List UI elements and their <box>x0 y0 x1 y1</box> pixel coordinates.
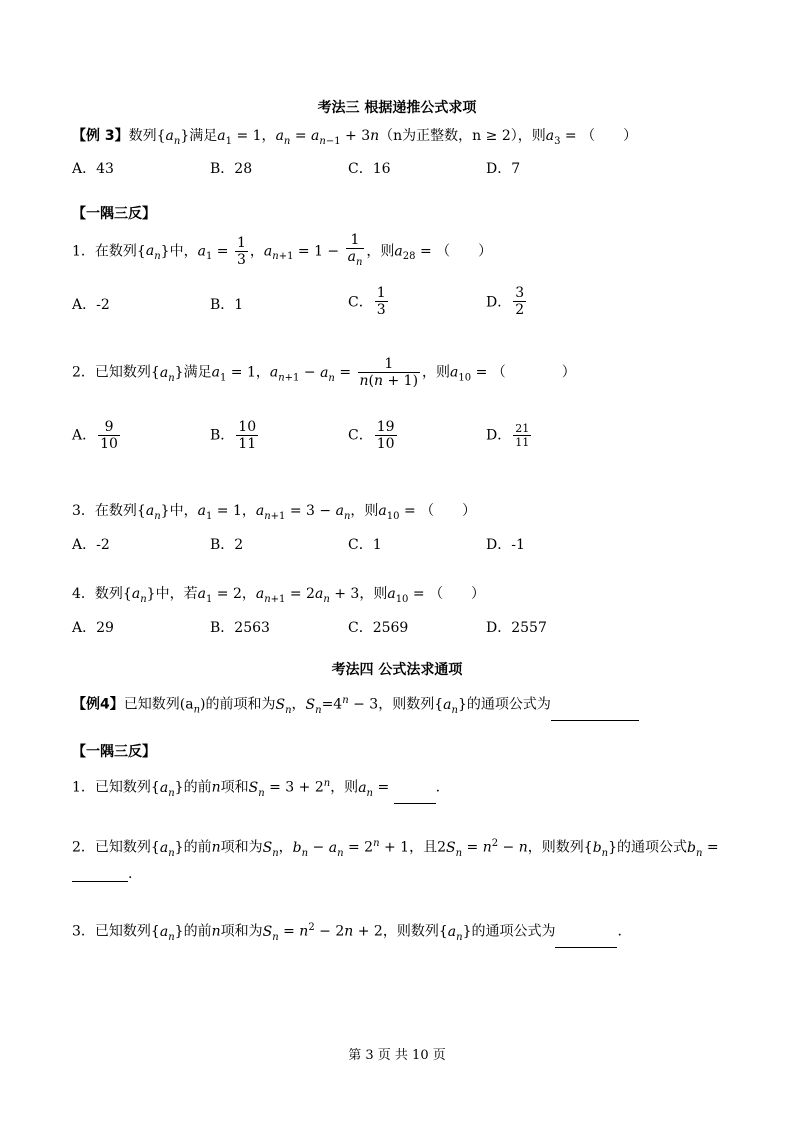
example-text: )的前项和为 <box>200 696 276 713</box>
answer-paren: （ ） <box>491 364 576 381</box>
answer-paren: （ ） <box>429 586 486 602</box>
example-text: 的通项公式为 <box>466 696 551 713</box>
option-d: D．-1 <box>486 537 525 553</box>
yiju-label: 【一隅三反】 <box>72 744 156 760</box>
question-text: 的前 <box>183 779 212 796</box>
question-text: ，则数列 <box>527 839 584 856</box>
question-text: 的通项公式 <box>617 839 688 856</box>
answer-blank[interactable] <box>551 706 639 721</box>
option-a: A．-2 <box>72 297 110 313</box>
question-text: ，则数列 <box>382 923 439 940</box>
question-text: 在数列 <box>94 503 137 519</box>
yiju-label: 【一隅三反】 <box>72 206 156 222</box>
option-d: D． $\frac{3}{2}$ <box>486 285 525 318</box>
option-b: B．1 <box>210 297 244 313</box>
page-footer: 第 3 页 共 10 页 <box>348 1048 446 1063</box>
example-label: 【例4】 <box>72 696 124 713</box>
option-d: D．2557 <box>486 620 547 636</box>
answer-blank[interactable] <box>555 933 617 948</box>
question-text: ，则 <box>330 779 359 796</box>
question-1: 1．在数列$\{a_n\}$中，$a_1$ = $\frac{1}{3}$ ，$a_{n+1} = 1$ − $\frac{1}{a_n}$ ，则$a_{28}$ = （ ） <box>72 232 492 271</box>
question-text: 数列 <box>94 586 123 602</box>
question-text: 中， <box>169 503 198 519</box>
question-text: 已知数列 <box>94 364 151 381</box>
answer-line-r2 <box>72 866 132 882</box>
option-d: D． $\frac{21}{11}$ <box>486 422 530 449</box>
question-text: 在数列 <box>94 243 137 260</box>
option-c: C．1 <box>348 537 382 553</box>
question-text: 中， <box>169 243 198 260</box>
example-text: 数列 <box>128 128 157 144</box>
example-3: 【例 3】数列$\{a_n\}$满足$a_1 = 1$，$a_n = a_{n-1} + 3n(n$为正整数，n ≥ 2），则$a_3$ = （ ） <box>72 128 638 147</box>
question-number: 2． <box>72 839 95 856</box>
question-text: 已知数列 <box>94 779 151 796</box>
option-d: D．7 <box>486 161 521 177</box>
question-text: 项和为 <box>220 839 263 856</box>
example-text: ，则数列 <box>378 696 435 713</box>
option-c: C．2569 <box>348 620 409 636</box>
question-text: . <box>128 866 133 882</box>
question-number: 4． <box>72 586 95 602</box>
option-a: A．29 <box>72 620 114 636</box>
example-text: 已知数列(a <box>123 696 194 713</box>
question-text: ， <box>278 839 293 856</box>
question-3: 3．在数列$\{a_n\}$中，$a_1 = 1$，$a_{n+1} = 3 - a_n$，则$a_{10}$ = （ ） <box>72 503 477 522</box>
question-number: 1． <box>72 779 95 796</box>
option-b: B．2 <box>210 537 244 553</box>
question-text: 中，若 <box>155 586 198 602</box>
answer-blank[interactable] <box>72 867 128 882</box>
option-c: C．16 <box>348 161 391 177</box>
example-text: （n为正整数，n ≥ 2），则 <box>379 128 546 144</box>
question-r3: 3．已知数列$\{a_n\}$的前n项和为$S_n = n^2 - 2n + 2$，则数列$\{a_n\}$的通项公式为 . <box>72 917 622 948</box>
example-label: 【例 3】 <box>72 128 129 144</box>
question-number: 1． <box>72 243 95 260</box>
answer-paren: （ ） <box>420 503 477 519</box>
option-b: B．28 <box>210 161 253 177</box>
question-text: ，且 <box>409 839 438 856</box>
question-text: 的通项公式为 <box>471 923 556 940</box>
option-a: A． $\frac{9}{10}$ <box>72 419 118 452</box>
question-number: 2． <box>72 364 95 381</box>
question-text: 已知数列 <box>94 923 151 940</box>
option-c: C． $\frac{1}{3}$ <box>348 285 386 318</box>
option-a: A．-2 <box>72 537 110 553</box>
question-text: 的前 <box>183 839 212 856</box>
section-title-3: 考法三 根据递推公式求项 <box>317 100 477 116</box>
question-text: . <box>435 779 441 796</box>
question-text: 的前 <box>183 923 212 940</box>
option-b: B． $\frac{10}{11}$ <box>210 419 257 452</box>
question-text: ，则 <box>359 586 388 602</box>
question-4: 4．数列$\{a_n\}$中，若$a_1 = 2$，$a_{n+1} = 2a_n + 3$，则$a_{10}$ = （ ） <box>72 586 486 605</box>
option-a: A．43 <box>72 161 114 177</box>
question-number: 3． <box>72 923 95 940</box>
question-text: 已知数列 <box>94 839 151 856</box>
question-2: 2．已知数列$\{a_n\}$满足$a_1 = 1$，$a_{n+1} - a_n$ = $\frac{1}{n(n + 1)}$ ，则$a_{10}$ = （ ） <box>72 356 576 389</box>
example-4: 【例4】已知数列$(a_n)$的前项和为$S_n$，$S_n=4^n - 3$，则数列$\{a_n\}$的通项公式为 <box>72 690 639 721</box>
answer-paren: （ ） <box>436 243 493 260</box>
question-text: 项和 <box>220 779 249 796</box>
question-text: . <box>617 923 622 940</box>
question-text: ，则 <box>350 503 379 519</box>
question-r1: 1．已知数列$\{a_n\}$的前n项和$S_n = 3 + 2^n$，则$a_n$ = . <box>72 773 440 804</box>
option-c: C． $\frac{19}{10}$ <box>348 419 395 452</box>
question-text: ，则 <box>366 243 395 260</box>
question-text: ，则 <box>422 364 451 381</box>
option-b: B．2563 <box>210 620 270 636</box>
answer-paren: （ ） <box>581 128 638 144</box>
question-r2: 2．已知数列$\{a_n\}$的前n项和为$S_n$，$b_n - a_n = 2^n + 1$，且$2S_n = n^2 - n$，则数列$\{b_n\}$的通项公式$b_n$ = <box>72 838 719 859</box>
question-text: 项和为 <box>220 923 263 940</box>
answer-blank[interactable] <box>394 789 436 804</box>
question-text: 满足 <box>183 364 212 381</box>
section-title-4: 考法四 公式法求通项 <box>331 662 463 678</box>
question-number: 3． <box>72 503 95 519</box>
example-text: 满足 <box>189 128 218 144</box>
